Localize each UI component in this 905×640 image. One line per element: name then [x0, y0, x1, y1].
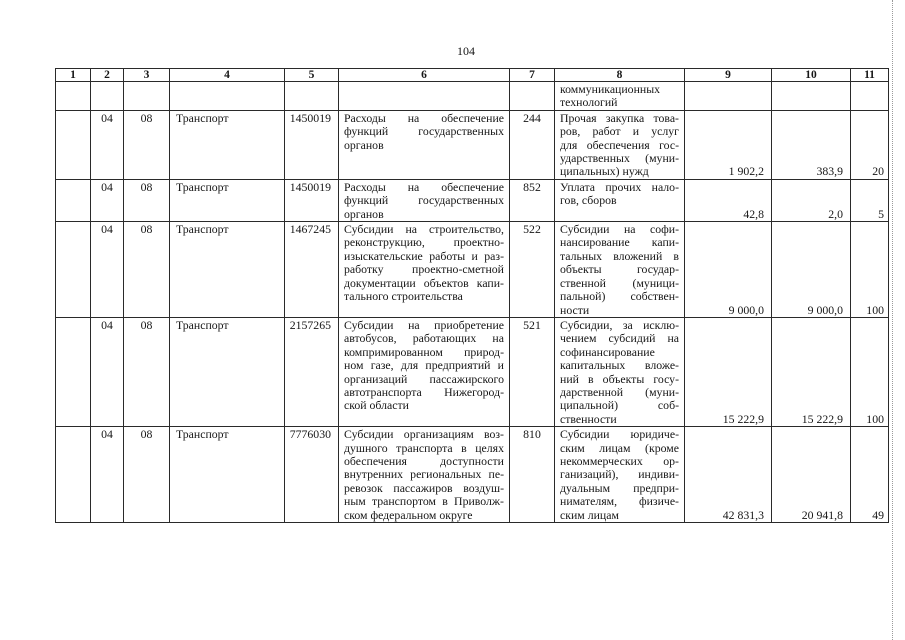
cell-value: 20 941,8: [801, 507, 843, 522]
cell-value: 04: [101, 110, 113, 125]
cell-value: 42 831,3: [722, 507, 764, 522]
cell-text-line: работку проектно-сметной: [344, 262, 504, 277]
table-cell-c9: [685, 179, 772, 221]
cell-value: 49: [872, 507, 884, 522]
cell-value: 08: [140, 317, 153, 332]
table-cell-c7: [510, 427, 555, 523]
cell-value: 5: [878, 206, 884, 221]
cell-value: 1467245: [289, 222, 331, 237]
table-cell-c5: [285, 222, 339, 318]
cell-text-line: внутренних региональных пе-: [344, 467, 504, 482]
cell-value: 08: [140, 110, 153, 125]
table-cell-c8: [555, 82, 685, 111]
table-row: [56, 427, 889, 523]
cell-value: 08: [140, 222, 153, 237]
table-cell-c3: [124, 82, 170, 111]
cell-value: 100: [866, 302, 884, 317]
table-cell-c4: [170, 427, 285, 523]
cell-text-line: Прочая закупка това-: [560, 110, 679, 125]
table-cell-c7: [510, 317, 555, 426]
table-cell-c3: [124, 179, 170, 221]
cell-value: 9 000,0: [807, 302, 843, 317]
table-cell-c4: [170, 82, 285, 111]
cell-value: 08: [140, 179, 153, 194]
cell-text-line: ревозок пассажиров воздуш-: [344, 480, 504, 495]
table-cell-c2: [91, 82, 124, 111]
table-row: [56, 179, 889, 221]
cell-text-line: ности: [560, 302, 590, 317]
cell-value: 15 222,9: [801, 411, 843, 426]
cell-text-line: функций государственных: [344, 124, 504, 139]
table-head: [56, 69, 889, 82]
cell-text-line: органов: [344, 206, 384, 221]
table-cell-c5: [285, 317, 339, 426]
table-cell-c10: [772, 317, 851, 426]
cell-value: 810: [523, 427, 541, 442]
table-cell-c7: [510, 222, 555, 318]
cell-text-line: автотранспорта Нижегород-: [344, 384, 504, 399]
cell-text-line: пальной) собствен-: [560, 289, 679, 304]
table-cell-c2: [91, 110, 124, 179]
column-header-11: 11: [851, 69, 889, 82]
cell-text-line: ской области: [344, 398, 409, 413]
table-cell-c4: [170, 317, 285, 426]
cell-text-line: ским лицам (кроме: [560, 440, 679, 455]
table-cell-c11: [851, 317, 889, 426]
table-cell-c10: [772, 222, 851, 318]
column-header-9: 9: [685, 69, 772, 82]
table-cell-c8: [555, 427, 685, 523]
column-header-10: 10: [772, 69, 851, 82]
cell-value: Транспорт: [176, 222, 229, 237]
cell-value: 08: [140, 427, 153, 442]
cell-text-line: изыскательские работы и раз-: [344, 248, 504, 263]
column-header-3: 3: [124, 69, 170, 82]
column-header-7: 7: [510, 69, 555, 82]
cell-text-line: дарственной (муни-: [560, 384, 679, 399]
page-number: 104: [457, 44, 475, 58]
budget-table: [55, 68, 889, 523]
table-cell-c3: [124, 317, 170, 426]
table-row: [56, 82, 889, 111]
table-cell-c2: [91, 427, 124, 523]
cell-text-line: ственности: [560, 411, 617, 426]
table-cell-c6: [339, 427, 510, 523]
table-cell-c11: [851, 427, 889, 523]
cell-text-line: дуальным предпри-: [560, 480, 679, 495]
cell-text-line: тальных вложений в: [560, 248, 679, 263]
table-cell-c11: [851, 82, 889, 111]
table-cell-c5: [285, 179, 339, 221]
cell-text-line: технологий: [560, 95, 618, 110]
table-cell-c7: [510, 82, 555, 111]
table-cell-c6: [339, 179, 510, 221]
table-cell-c4: [170, 179, 285, 221]
scan-edge-line: [892, 0, 893, 640]
cell-text-line: органов: [344, 137, 384, 152]
table-cell-c3: [124, 222, 170, 318]
cell-value: 100: [866, 411, 884, 426]
cell-value: Транспорт: [176, 179, 229, 194]
table-cell-c10: [772, 110, 851, 179]
table-cell-c10: [772, 427, 851, 523]
table-cell-c11: [851, 110, 889, 179]
table-cell-c4: [170, 222, 285, 318]
table-row: [56, 317, 889, 426]
cell-text-line: ганизаций), индиви-: [560, 467, 679, 482]
table-cell-c2: [91, 222, 124, 318]
table-cell-c9: [685, 427, 772, 523]
cell-value: 9 000,0: [728, 302, 764, 317]
cell-text-line: Расходы на обеспечение: [344, 179, 504, 194]
cell-text-line: софинансирование: [560, 344, 655, 359]
column-header-6: 6: [339, 69, 510, 82]
cell-text-line: ственной (муници-: [560, 275, 679, 290]
table-cell-c5: [285, 82, 339, 111]
table-cell-c11: [851, 179, 889, 221]
table-cell-c7: [510, 110, 555, 179]
table-cell-c1: [56, 427, 91, 523]
table-cell-c9: [685, 222, 772, 318]
cell-text-line: ударственных (муни-: [560, 151, 679, 166]
cell-value: 1450019: [289, 110, 331, 125]
cell-text-line: автобусов, работающих на: [344, 331, 504, 346]
table-cell-c8: [555, 179, 685, 221]
cell-text-line: нимателям, физиче-: [560, 494, 679, 509]
cell-text-line: Субсидии на софи-: [560, 222, 679, 237]
table-cell-c11: [851, 222, 889, 318]
table-cell-c5: [285, 110, 339, 179]
table-cell-c1: [56, 222, 91, 318]
cell-text-line: обеспечения доступности: [344, 453, 504, 468]
cell-value: 04: [101, 317, 113, 332]
table-header-row: [56, 69, 889, 82]
table-cell-c6: [339, 317, 510, 426]
cell-text-line: реконструкцию, проектно-: [344, 235, 504, 250]
cell-text-line: Субсидии, за исклю-: [560, 317, 679, 332]
cell-value: 244: [523, 110, 541, 125]
cell-text-line: Субсидии организациям воз-: [344, 427, 504, 442]
cell-value: 2157265: [289, 317, 331, 332]
table-row: [56, 110, 889, 179]
table-cell-c1: [56, 110, 91, 179]
table-cell-c1: [56, 179, 91, 221]
cell-text-line: ном газе, для предприятий и: [344, 358, 504, 373]
cell-text-line: душного транспорта в целях: [344, 440, 504, 455]
table-row: [56, 222, 889, 318]
cell-text-line: ципальной) соб-: [560, 398, 679, 413]
table-cell-c9: [685, 110, 772, 179]
table-cell-c8: [555, 222, 685, 318]
cell-text-line: Субсидии на строительство,: [344, 222, 504, 237]
cell-text-line: ний в объекты госу-: [560, 371, 679, 386]
cell-text-line: ским лицам: [560, 507, 619, 522]
column-header-2: 2: [91, 69, 124, 82]
column-header-1: 1: [56, 69, 91, 82]
cell-text-line: для обеспечения гос-: [560, 137, 679, 152]
cell-value: 1450019: [289, 179, 331, 194]
table-cell-c3: [124, 110, 170, 179]
cell-text-line: Субсидии на приобретение: [344, 317, 504, 332]
cell-text-line: некоммерческих ор-: [560, 453, 679, 468]
table-cell-c5: [285, 427, 339, 523]
cell-text-line: функций государственных: [344, 193, 504, 208]
table-cell-c2: [91, 179, 124, 221]
cell-value: 2,0: [828, 206, 843, 221]
cell-value: 42,8: [743, 206, 764, 221]
cell-text-line: компримированном природ-: [344, 344, 504, 359]
table-cell-c6: [339, 222, 510, 318]
table-body: [56, 82, 889, 523]
cell-text-line: ным транспортом в Приволж-: [344, 494, 504, 509]
cell-text-line: объекты государ-: [560, 262, 679, 277]
cell-text-line: нансирование капи-: [560, 235, 679, 250]
cell-value: 522: [523, 222, 541, 237]
cell-value: 7776030: [289, 427, 331, 442]
column-header-8: 8: [555, 69, 685, 82]
cell-text-line: документации объектов капи-: [344, 275, 504, 290]
cell-text-line: Уплата прочих нало-: [560, 179, 679, 194]
table-cell-c8: [555, 317, 685, 426]
table-cell-c10: [772, 82, 851, 111]
cell-value: 521: [523, 317, 541, 332]
cell-value: Транспорт: [176, 110, 229, 125]
cell-text-line: коммуникационных: [560, 82, 661, 96]
table-cell-c1: [56, 317, 91, 426]
table-cell-c4: [170, 110, 285, 179]
cell-text-line: Расходы на обеспечение: [344, 110, 504, 125]
cell-value: 20: [872, 164, 884, 179]
cell-value: 1 902,2: [728, 164, 764, 179]
cell-text-line: ров, работ и услуг: [560, 124, 679, 139]
table-cell-c9: [685, 82, 772, 111]
cell-text-line: ском федеральном округе: [344, 507, 473, 522]
cell-text-line: гов, сборов: [560, 193, 617, 208]
cell-text-line: капитальных вложе-: [560, 358, 679, 373]
cell-value: 852: [523, 179, 541, 194]
table-cell-c1: [56, 82, 91, 111]
column-header-4: 4: [170, 69, 285, 82]
cell-text-line: тального строительства: [344, 289, 463, 304]
table-cell-c2: [91, 317, 124, 426]
cell-text-line: ципальных) нужд: [560, 164, 649, 179]
cell-text-line: организаций пассажирского: [344, 371, 504, 386]
table-cell-c8: [555, 110, 685, 179]
cell-text-line: Субсидии юридиче-: [560, 427, 679, 442]
table-cell-c7: [510, 179, 555, 221]
cell-text-line: чением субсидий на: [560, 331, 679, 346]
cell-value: 04: [101, 427, 113, 442]
table-cell-c6: [339, 110, 510, 179]
column-header-5: 5: [285, 69, 339, 82]
table-cell-c6: [339, 82, 510, 111]
cell-value: 04: [101, 222, 113, 237]
table-cell-c10: [772, 179, 851, 221]
cell-value: 15 222,9: [722, 411, 764, 426]
table-cell-c3: [124, 427, 170, 523]
cell-value: Транспорт: [176, 317, 229, 332]
table-cell-c9: [685, 317, 772, 426]
cell-value: 383,9: [816, 164, 843, 179]
cell-value: Транспорт: [176, 427, 229, 442]
cell-value: 04: [101, 179, 113, 194]
